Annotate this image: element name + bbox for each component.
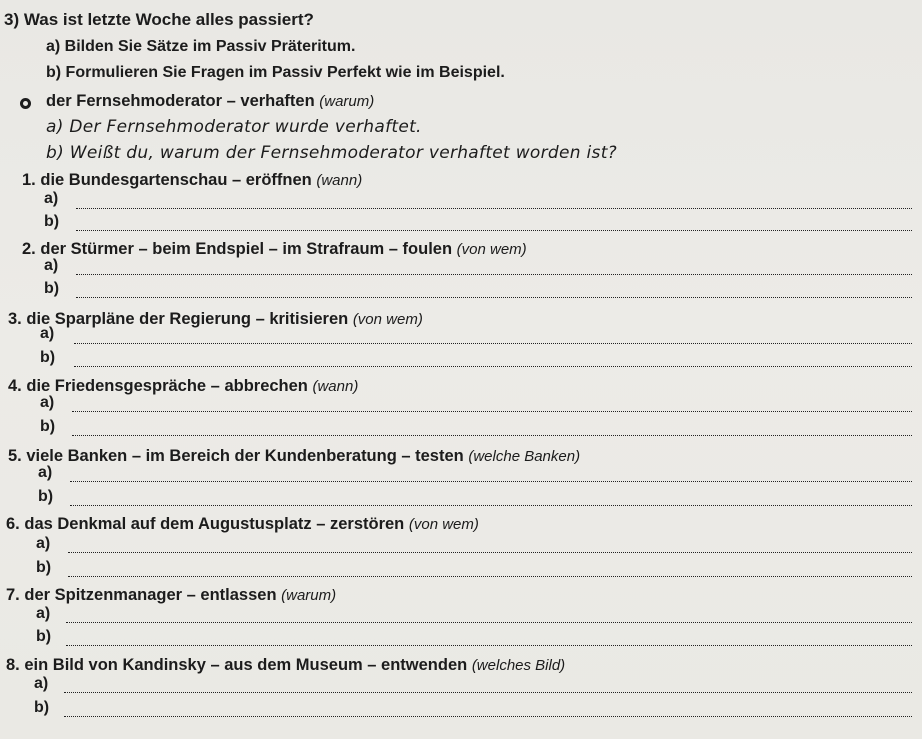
item-number: 2. xyxy=(22,240,36,258)
answer-label-a: a) xyxy=(34,675,49,692)
item-hint: (welches Bild) xyxy=(471,657,566,674)
item-prompt: 6. das Denkmal auf dem Augustusplatz – zerstören (von wem) xyxy=(6,515,479,533)
item-hint: (von wem) xyxy=(352,311,423,328)
answer-line-b[interactable] xyxy=(70,505,912,506)
answer-label-b: b) xyxy=(36,628,52,645)
answer-label-a: a) xyxy=(44,257,59,274)
item-hint: (von wem) xyxy=(456,241,527,258)
answer-label-b: b) xyxy=(38,488,54,505)
answer-label-a: a) xyxy=(40,394,55,411)
item-hint: (wann) xyxy=(316,172,363,189)
item-hint: (warum) xyxy=(281,587,337,604)
answer-label-b: b) xyxy=(44,213,60,230)
answer-label-b: b) xyxy=(44,280,60,297)
item-hint: (wann) xyxy=(312,378,359,395)
answer-line-a[interactable] xyxy=(76,274,912,275)
answer-label-b: b) xyxy=(40,418,56,435)
instruction-a: a) Bilden Sie Sätze im Passiv Präteritum. xyxy=(46,38,356,55)
answer-line-a[interactable] xyxy=(64,692,912,693)
item-prompt: 1. die Bundesgartenschau – eröffnen (wann) xyxy=(22,171,363,189)
item-hint: (von wem) xyxy=(408,516,479,533)
answer-label-b: b) xyxy=(40,349,56,366)
item-prompt: 3. die Sparpläne der Regierung – kritisieren (von wem) xyxy=(8,310,423,328)
answer-line-b[interactable] xyxy=(76,297,912,298)
item-prompt: 8. ein Bild von Kandinsky – aus dem Museum – entwenden (welches Bild) xyxy=(6,656,566,674)
answer-label-b: b) xyxy=(36,559,52,576)
answer-line-a[interactable] xyxy=(66,622,912,623)
item-number: 7. xyxy=(6,586,20,604)
exercise-heading: 3) Was ist letzte Woche alles passiert? xyxy=(4,10,314,29)
item-prompt: 4. die Friedensgespräche – abbrechen (wann) xyxy=(8,377,359,395)
answer-line-a[interactable] xyxy=(68,552,912,553)
answer-label-b: b) xyxy=(34,699,50,716)
answer-line-b[interactable] xyxy=(66,645,912,646)
instruction-b: b) Formulieren Sie Fragen im Passiv Perfekt wie im Beispiel. xyxy=(46,64,505,81)
answer-line-a[interactable] xyxy=(76,208,912,209)
item-number: 8. xyxy=(6,656,20,674)
item-number: 4. xyxy=(8,377,22,395)
example-answer-b: b) Weißt du, warum der Fernsehmoderator verhaftet worden ist? xyxy=(46,143,617,163)
item-hint: (welche Banken) xyxy=(468,448,581,465)
answer-label-a: a) xyxy=(40,325,55,342)
item-number: 6. xyxy=(6,515,20,533)
item-number: 1. xyxy=(22,171,36,189)
item-number: 5. xyxy=(8,447,22,465)
item-prompt: 7. der Spitzenmanager – entlassen (warum) xyxy=(6,586,337,604)
example-answer-a: a) Der Fernsehmoderator wurde verhaftet. xyxy=(46,117,422,137)
answer-label-a: a) xyxy=(38,464,53,481)
answer-line-b[interactable] xyxy=(64,716,912,717)
item-prompt: 2. der Stürmer – beim Endspiel – im Strafraum – foulen (von wem) xyxy=(22,240,527,258)
item-number: 3. xyxy=(8,310,22,328)
answer-label-a: a) xyxy=(36,605,51,622)
answer-line-b[interactable] xyxy=(72,435,912,436)
answer-line-a[interactable] xyxy=(72,411,912,412)
answer-label-a: a) xyxy=(44,190,59,207)
answer-label-a: a) xyxy=(36,535,51,552)
answer-line-b[interactable] xyxy=(68,576,912,577)
example-prompt: der Fernsehmoderator – verhaften (warum) xyxy=(46,92,375,110)
answer-line-b[interactable] xyxy=(74,366,912,367)
answer-line-b[interactable] xyxy=(76,230,912,231)
item-prompt: 5. viele Banken – im Bereich der Kundenberatung – testen (welche Banken) xyxy=(8,447,581,465)
example-hint: (warum) xyxy=(319,93,375,110)
answer-line-a[interactable] xyxy=(70,481,912,482)
example-bullet-icon xyxy=(20,98,31,109)
answer-line-a[interactable] xyxy=(74,343,912,344)
